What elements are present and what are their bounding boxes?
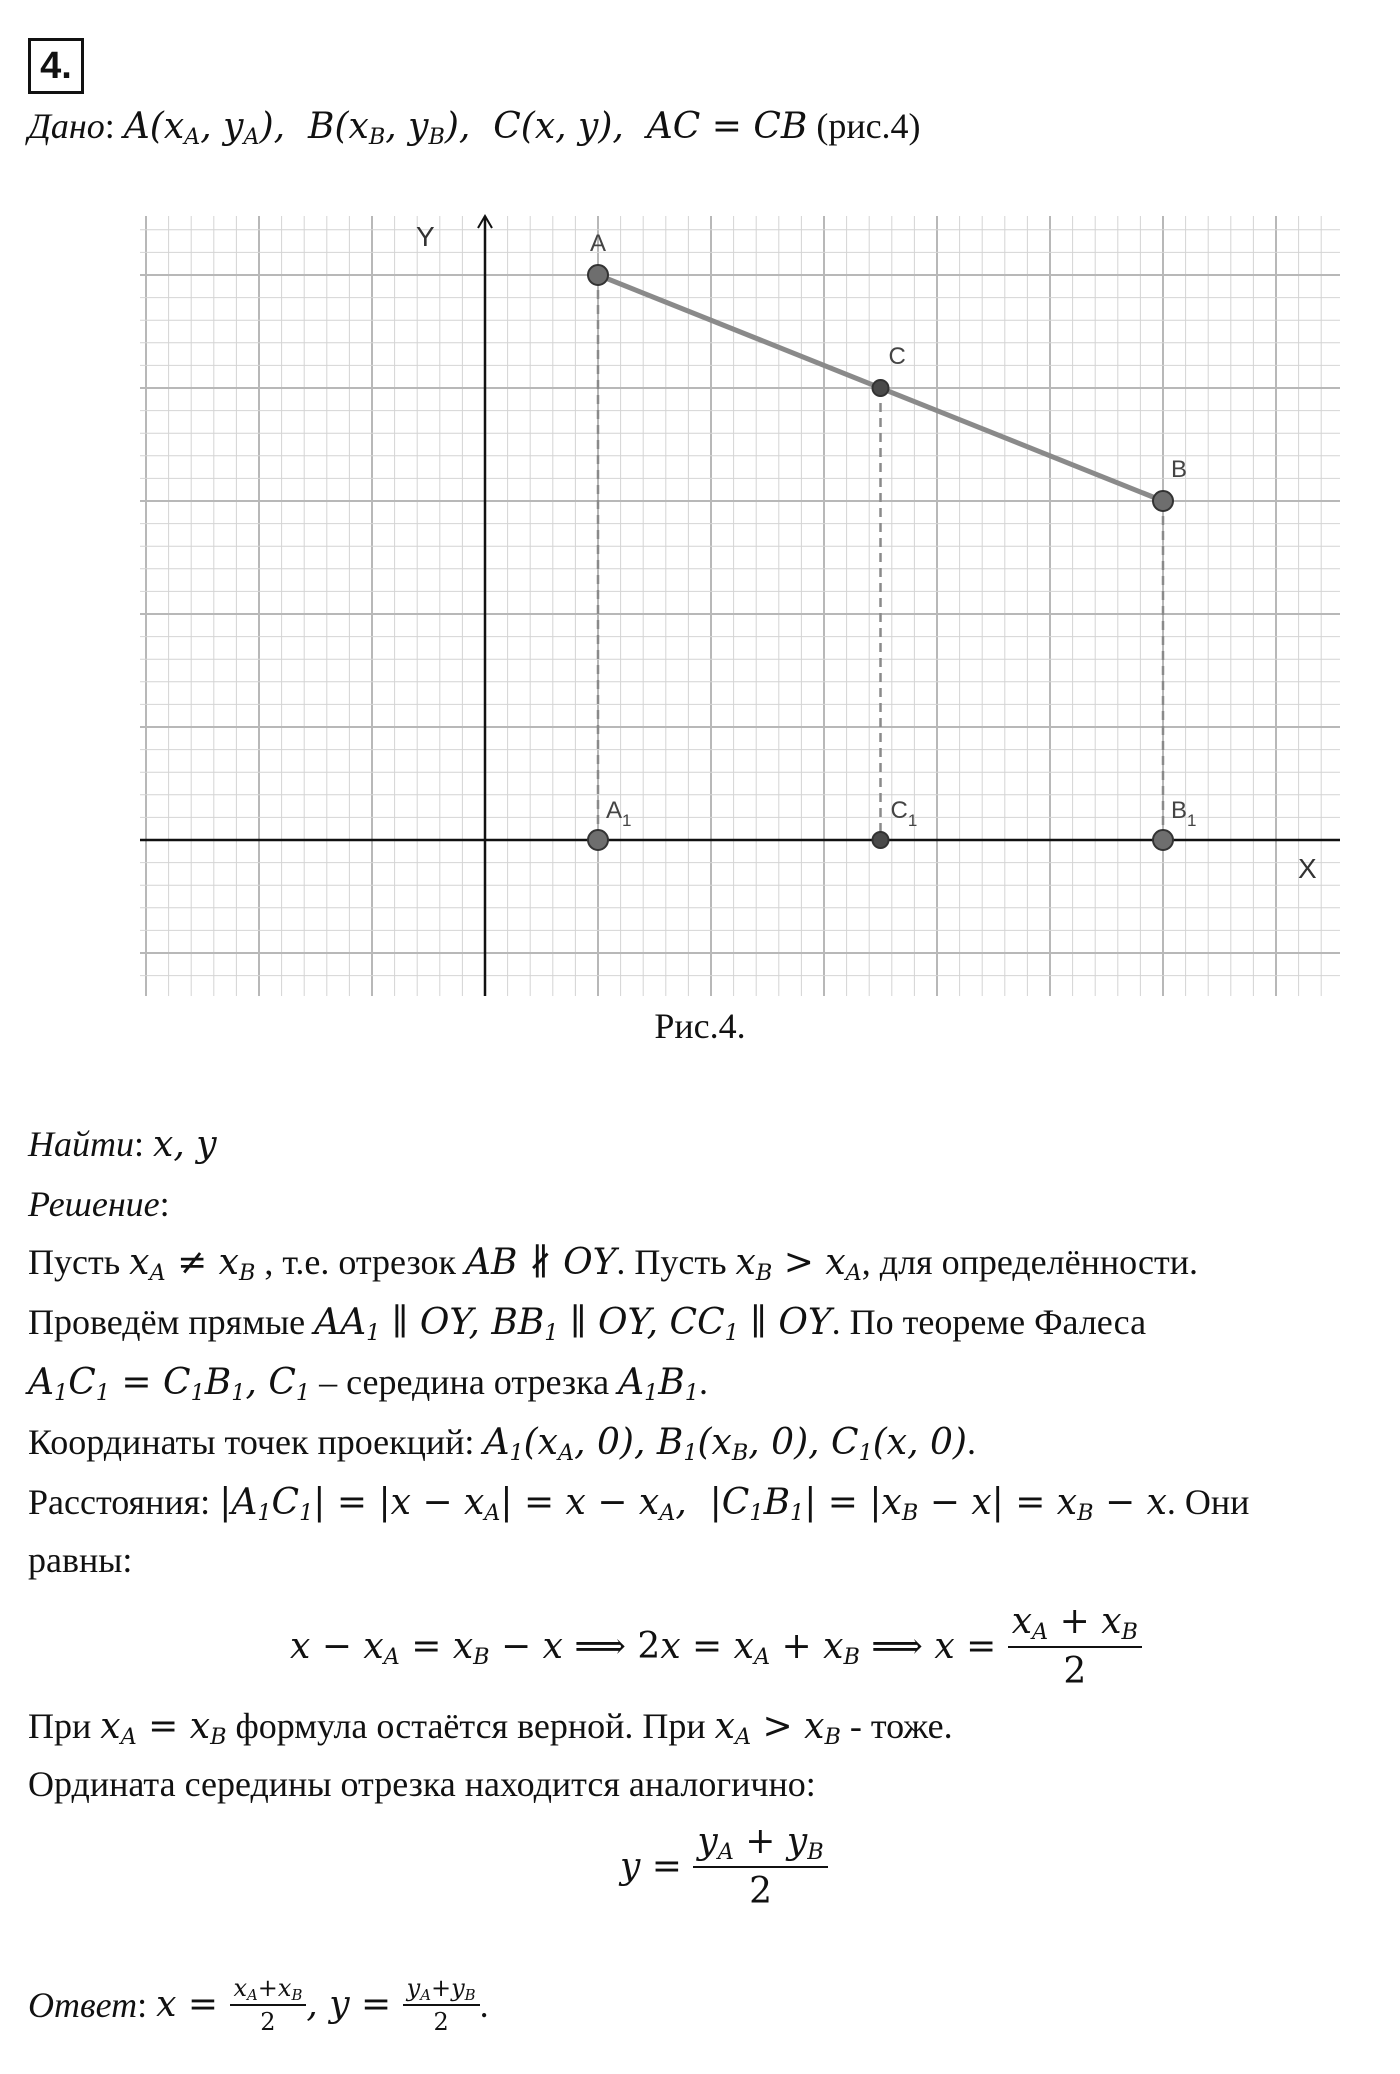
- fraction-denominator: 2: [749, 1871, 772, 1912]
- y-axis-label: Y: [416, 221, 435, 252]
- label-b1: $B_1$: [1171, 797, 1197, 830]
- formula-y-eq: y =: [620, 1846, 694, 1887]
- point-b: [1153, 491, 1173, 511]
- given-colon: :: [104, 106, 115, 146]
- answer-fraction-x: [230, 1974, 307, 2036]
- solution-line-2: [28, 1300, 1146, 1345]
- formula-ab-not-parallel-oy: AB ∦ OY: [464, 1242, 617, 1283]
- solution-line-8: Ордината середины отрезка находится аналогично:: [28, 1764, 816, 1804]
- answer-fraction-y: [403, 1974, 480, 2036]
- coordinate-figure: [130, 206, 1350, 1006]
- text-fragment: Проведём прямые: [28, 1302, 315, 1342]
- text-fragment: .: [698, 1362, 708, 1402]
- point-c1: [873, 832, 889, 848]
- figure-caption: Рис.4.: [654, 1006, 746, 1046]
- formula-xa-neq-xb: $x_A \ne x_B$: [129, 1242, 256, 1287]
- text-fragment: При: [28, 1706, 101, 1746]
- answer-colon: :: [137, 1985, 148, 2025]
- formula-xa-gt-xb: $x_A > x_B$: [714, 1706, 841, 1751]
- equation-x: [290, 1592, 1142, 1702]
- solution-colon: :: [159, 1184, 170, 1224]
- formula-distances: $|A_1C_1| = |x - x_A| = x - x_A$, $|C_1B_1| = |x_B - x| = x_B - x$: [219, 1482, 1167, 1527]
- point-b1: [1153, 830, 1173, 850]
- label-a1: $A_1$: [606, 797, 632, 830]
- formula-projections: $A_1(x_A$, 0), $B_1(x_B$, 0), $C_1(x$, 0): [483, 1422, 967, 1467]
- formula-x-derivation: $x - x_A = x_B - x$ ⟹ $2x = x_A + x_B$ ⟹ x =: [290, 1626, 1008, 1671]
- text-fragment: - тоже.: [840, 1706, 953, 1746]
- figure-reference: (рис.4): [816, 106, 921, 146]
- find-label: Найти: [28, 1124, 134, 1164]
- answer-period: .: [479, 1985, 489, 2025]
- x-axis-label: X: [1298, 853, 1317, 884]
- formula-xb-gt-xa: $x_B > x_A$: [735, 1242, 862, 1287]
- fraction-y: [693, 1820, 827, 1914]
- text-fragment: . Они: [1166, 1482, 1250, 1522]
- find-line: [28, 1122, 217, 1167]
- answer-line: [28, 1970, 489, 2040]
- fraction-x: [1008, 1600, 1142, 1694]
- find-colon: :: [134, 1124, 145, 1164]
- solution-line-5: [28, 1480, 1249, 1525]
- text-fragment: – середина отрезка: [310, 1362, 619, 1402]
- solution-line-6: равны:: [28, 1540, 133, 1580]
- projection-lines: [598, 275, 1163, 840]
- label-a: A: [590, 230, 607, 257]
- text-fragment: Расстояния:: [28, 1482, 220, 1522]
- fraction-numerator: $x_A + x_B$: [1008, 1600, 1142, 1648]
- point-a1: [588, 830, 608, 850]
- solution-line-1: [28, 1240, 1198, 1285]
- fraction-numerator: $y_A+y_B$: [403, 1974, 480, 2006]
- solution-label: Решение: [28, 1184, 160, 1224]
- solution-heading: [28, 1182, 170, 1226]
- find-expression: x, y: [153, 1124, 217, 1165]
- answer-label: Ответ: [28, 1985, 138, 2025]
- solution-line-4: [28, 1420, 976, 1465]
- fraction-denominator: 2: [1063, 1651, 1087, 1692]
- text-fragment: Координаты точек проекций:: [28, 1422, 484, 1462]
- fraction-numerator: $y_A + y_B$: [693, 1820, 827, 1868]
- text-fragment: , т.е. отрезок: [255, 1242, 465, 1282]
- solution-line-3: [28, 1360, 708, 1405]
- label-b: B: [1171, 456, 1188, 483]
- given-label: Дано: [28, 106, 105, 146]
- text-fragment: . По теореме Фалеса: [831, 1302, 1147, 1342]
- formula-xa-eq-xb: $x_A = x_B$: [100, 1706, 227, 1751]
- text-fragment: формула остаётся верной. При: [226, 1706, 715, 1746]
- fraction-denominator: 2: [260, 2008, 276, 2036]
- given-line: [28, 104, 921, 149]
- fraction-numerator: $x_A+x_B$: [230, 1974, 307, 2006]
- point-a: [588, 265, 608, 285]
- text-fragment: . Пусть: [616, 1242, 736, 1282]
- fraction-denominator: 2: [433, 2008, 449, 2036]
- equation-y: [620, 1812, 828, 1922]
- solution-line-7: [28, 1704, 953, 1749]
- label-c1: $C_1$: [890, 797, 918, 830]
- given-expression: $A(x_A$, $y_A$), $B(x_B$, $y_B$), C(x, y), AC = CB: [123, 106, 808, 151]
- formula-thales: $A_1C_1 = C_1B_1$, $C_1$: [28, 1362, 311, 1407]
- text-fragment: , для определённости.: [861, 1242, 1199, 1282]
- answer-x-eq: x =: [156, 1984, 230, 2025]
- formula-a1b1: $A_1B_1$: [618, 1362, 699, 1407]
- point-c: [873, 380, 889, 396]
- text-fragment: Пусть: [28, 1242, 130, 1282]
- problem-number: 4.: [28, 38, 84, 94]
- answer-y-eq: , y =: [306, 1984, 403, 2025]
- formula-parallel-lines: $AA_1$ ∥ OY, $BB_1$ ∥ OY, $CC_1$ ∥ OY: [314, 1302, 832, 1347]
- text-fragment: .: [966, 1422, 976, 1462]
- label-c: C: [888, 343, 906, 370]
